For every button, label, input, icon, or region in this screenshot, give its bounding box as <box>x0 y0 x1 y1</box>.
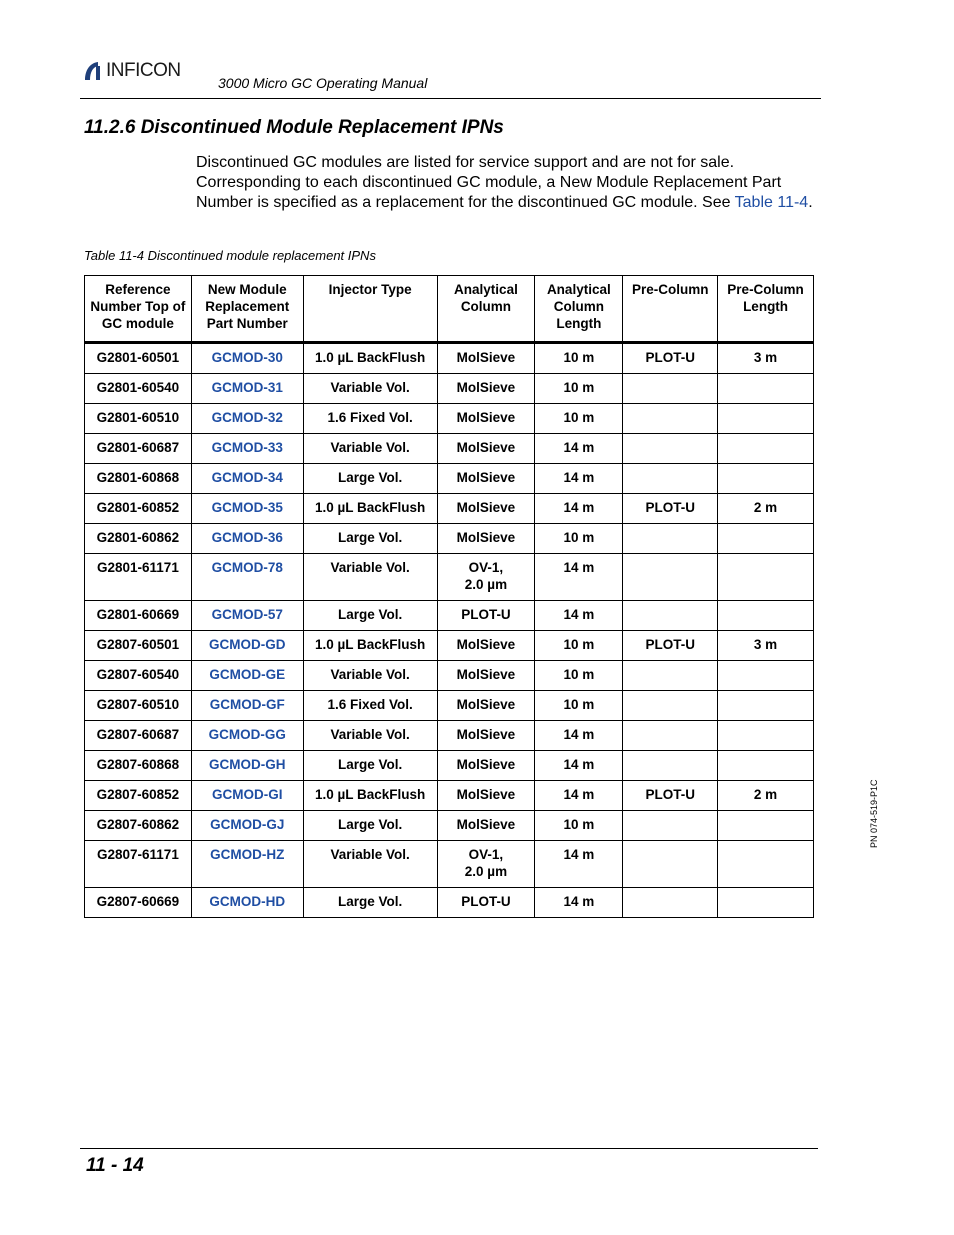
table-cell <box>718 691 814 721</box>
table-row <box>85 721 814 751</box>
section-body <box>196 153 816 213</box>
table-cell: 14 m <box>535 464 623 494</box>
table-cell: MolSieve <box>437 751 535 781</box>
table-cell: Large Vol. <box>303 464 437 494</box>
table-cell: 1.0 µL BackFlush <box>303 631 437 661</box>
table-cell: MolSieve <box>437 464 535 494</box>
table-cell: 14 m <box>535 888 623 918</box>
table-cell <box>718 464 814 494</box>
replacement-part-link[interactable]: GCMOD-GE <box>191 661 303 691</box>
table-cell: MolSieve <box>437 494 535 524</box>
table-cell: 10 m <box>535 374 623 404</box>
table-cell: 14 m <box>535 781 623 811</box>
table-cell: Variable Vol. <box>303 374 437 404</box>
table-cell <box>623 888 718 918</box>
table-cell: G2801-60852 <box>85 494 192 524</box>
table-cell: 10 m <box>535 343 623 374</box>
table-cell: G2807-61171 <box>85 841 192 888</box>
table-cell: 14 m <box>535 554 623 601</box>
table-cell: OV-1, 2.0 µm <box>437 841 535 888</box>
table-cell <box>623 601 718 631</box>
table-cell <box>623 751 718 781</box>
column-header: Reference Number Top of GC module <box>85 276 192 343</box>
document-part-number: PN 074-519-P1C <box>869 779 879 848</box>
replacement-part-link[interactable]: GCMOD-31 <box>191 374 303 404</box>
table-cell: 2 m <box>718 781 814 811</box>
table-cell: MolSieve <box>437 434 535 464</box>
table-cell <box>718 721 814 751</box>
table-cell <box>718 404 814 434</box>
table-cell: 14 m <box>535 601 623 631</box>
table-cell: OV-1, 2.0 µm <box>437 554 535 601</box>
table-cell: Variable Vol. <box>303 721 437 751</box>
table-cell: MolSieve <box>437 691 535 721</box>
table-cell <box>623 554 718 601</box>
table-cell <box>623 841 718 888</box>
table-cell: 10 m <box>535 691 623 721</box>
table-row <box>85 781 814 811</box>
table-row <box>85 434 814 464</box>
table-cell: 10 m <box>535 631 623 661</box>
table-row <box>85 888 814 918</box>
replacement-ipn-table <box>84 275 814 918</box>
table-cell: 14 m <box>535 841 623 888</box>
replacement-part-link[interactable]: GCMOD-GI <box>191 781 303 811</box>
table-cell <box>718 811 814 841</box>
table-cell: 10 m <box>535 811 623 841</box>
table-cell: G2807-60687 <box>85 721 192 751</box>
replacement-part-link[interactable]: GCMOD-HZ <box>191 841 303 888</box>
table-cell: 14 m <box>535 434 623 464</box>
table-cell: 3 m <box>718 343 814 374</box>
column-header: New Module Replacement Part Number <box>191 276 303 343</box>
table-cell: Large Vol. <box>303 811 437 841</box>
table-cell <box>718 661 814 691</box>
table-cell: 14 m <box>535 751 623 781</box>
logo-text: INFICON <box>106 60 181 81</box>
table-cell: PLOT-U <box>623 494 718 524</box>
table-caption: Table 11-4 Discontinued module replacement IPNs <box>84 248 376 263</box>
replacement-part-link[interactable]: GCMOD-GD <box>191 631 303 661</box>
replacement-part-link[interactable]: GCMOD-36 <box>191 524 303 554</box>
table-reference-link[interactable]: Table 11-4 <box>734 194 809 211</box>
table-cell: G2801-60510 <box>85 404 192 434</box>
footer-divider <box>80 1148 818 1149</box>
table-cell: G2801-60540 <box>85 374 192 404</box>
table-row <box>85 841 814 888</box>
body-text-prefix: Discontinued GC modules are listed for service support and are not for sale. Corresponding to each discontinued GC module, a New Module Replacement Part Number is specified as a replacement for the discontinued GC module. See <box>196 154 782 211</box>
table-cell: Variable Vol. <box>303 661 437 691</box>
column-header: Analytical Column <box>437 276 535 343</box>
table-cell: Large Vol. <box>303 601 437 631</box>
table-cell: G2807-60868 <box>85 751 192 781</box>
table-row <box>85 601 814 631</box>
table-cell: 1.0 µL BackFlush <box>303 343 437 374</box>
table-cell: 14 m <box>535 494 623 524</box>
table-row <box>85 404 814 434</box>
table-cell: G2801-60501 <box>85 343 192 374</box>
table-cell: 1.0 µL BackFlush <box>303 781 437 811</box>
table-row <box>85 554 814 601</box>
table-cell: Large Vol. <box>303 888 437 918</box>
table-cell <box>623 464 718 494</box>
table-cell: PLOT-U <box>623 343 718 374</box>
table-cell <box>718 888 814 918</box>
table-cell: PLOT-U <box>437 601 535 631</box>
table-header-row <box>85 276 814 343</box>
table-cell: 2 m <box>718 494 814 524</box>
table-cell: G2807-60669 <box>85 888 192 918</box>
table-cell: 14 m <box>535 721 623 751</box>
table-cell: G2807-60510 <box>85 691 192 721</box>
replacement-part-link[interactable]: GCMOD-GG <box>191 721 303 751</box>
table-cell: Variable Vol. <box>303 434 437 464</box>
table-cell <box>718 554 814 601</box>
table-cell <box>718 751 814 781</box>
table-cell: G2801-61171 <box>85 554 192 601</box>
table-cell: G2807-60862 <box>85 811 192 841</box>
table-cell <box>623 524 718 554</box>
table-cell: G2801-60687 <box>85 434 192 464</box>
table-cell <box>623 691 718 721</box>
inficon-logo-icon <box>82 60 104 82</box>
inficon-logo <box>82 58 194 84</box>
table-cell: 10 m <box>535 524 623 554</box>
table-cell: PLOT-U <box>623 631 718 661</box>
table-row <box>85 691 814 721</box>
table-cell <box>718 434 814 464</box>
page-number: 11 - 14 <box>86 1155 144 1176</box>
table-cell <box>718 841 814 888</box>
section-title: 11.2.6 Discontinued Module Replacement IPNs <box>84 117 504 138</box>
table-cell: MolSieve <box>437 781 535 811</box>
table-row <box>85 751 814 781</box>
table-body <box>85 343 814 918</box>
replacement-part-link[interactable]: GCMOD-30 <box>191 343 303 374</box>
table-cell: G2807-60540 <box>85 661 192 691</box>
table-cell: G2801-60868 <box>85 464 192 494</box>
table-row <box>85 631 814 661</box>
table-cell <box>623 374 718 404</box>
table-cell: MolSieve <box>437 721 535 751</box>
table-cell: G2801-60862 <box>85 524 192 554</box>
table-cell: G2807-60852 <box>85 781 192 811</box>
replacement-part-link[interactable]: GCMOD-34 <box>191 464 303 494</box>
body-text-suffix: . <box>808 194 813 211</box>
table-cell: MolSieve <box>437 374 535 404</box>
replacement-part-link[interactable]: GCMOD-GJ <box>191 811 303 841</box>
table-cell: MolSieve <box>437 524 535 554</box>
table-row <box>85 661 814 691</box>
table-row <box>85 464 814 494</box>
table-cell: 3 m <box>718 631 814 661</box>
table-cell <box>623 721 718 751</box>
table-cell: MolSieve <box>437 631 535 661</box>
column-header: Analytical Column Length <box>535 276 623 343</box>
table-cell: 1.0 µL BackFlush <box>303 494 437 524</box>
table-cell <box>623 434 718 464</box>
table-row <box>85 494 814 524</box>
column-header: Injector Type <box>303 276 437 343</box>
table-cell: PLOT-U <box>437 888 535 918</box>
table-cell <box>718 524 814 554</box>
replacement-part-link[interactable]: GCMOD-GH <box>191 751 303 781</box>
table-row <box>85 811 814 841</box>
table-cell: Large Vol. <box>303 751 437 781</box>
replacement-part-link[interactable]: GCMOD-33 <box>191 434 303 464</box>
replacement-part-link[interactable]: GCMOD-57 <box>191 601 303 631</box>
table-row <box>85 524 814 554</box>
table-cell <box>623 661 718 691</box>
table-cell <box>623 404 718 434</box>
table-cell: Variable Vol. <box>303 841 437 888</box>
table-cell <box>718 601 814 631</box>
column-header: Pre-Column <box>623 276 718 343</box>
table-cell: 1.6 Fixed Vol. <box>303 404 437 434</box>
table-cell: G2807-60501 <box>85 631 192 661</box>
manual-title: 3000 Micro GC Operating Manual <box>218 75 428 91</box>
table-cell: 10 m <box>535 661 623 691</box>
replacement-part-link[interactable]: GCMOD-GF <box>191 691 303 721</box>
table-cell: Large Vol. <box>303 524 437 554</box>
table-cell: 1.6 Fixed Vol. <box>303 691 437 721</box>
table-cell: G2801-60669 <box>85 601 192 631</box>
table-cell: MolSieve <box>437 343 535 374</box>
table-cell: PLOT-U <box>623 781 718 811</box>
table-cell: 10 m <box>535 404 623 434</box>
table-cell: MolSieve <box>437 404 535 434</box>
table-row <box>85 343 814 374</box>
replacement-part-link[interactable]: GCMOD-78 <box>191 554 303 601</box>
replacement-part-link[interactable]: GCMOD-35 <box>191 494 303 524</box>
header-divider <box>80 98 821 99</box>
table-cell: MolSieve <box>437 661 535 691</box>
table-cell: Variable Vol. <box>303 554 437 601</box>
table-cell <box>718 374 814 404</box>
table-cell: MolSieve <box>437 811 535 841</box>
column-header: Pre-Column Length <box>718 276 814 343</box>
table-cell <box>623 811 718 841</box>
table-row <box>85 374 814 404</box>
replacement-part-link[interactable]: GCMOD-HD <box>191 888 303 918</box>
replacement-part-link[interactable]: GCMOD-32 <box>191 404 303 434</box>
